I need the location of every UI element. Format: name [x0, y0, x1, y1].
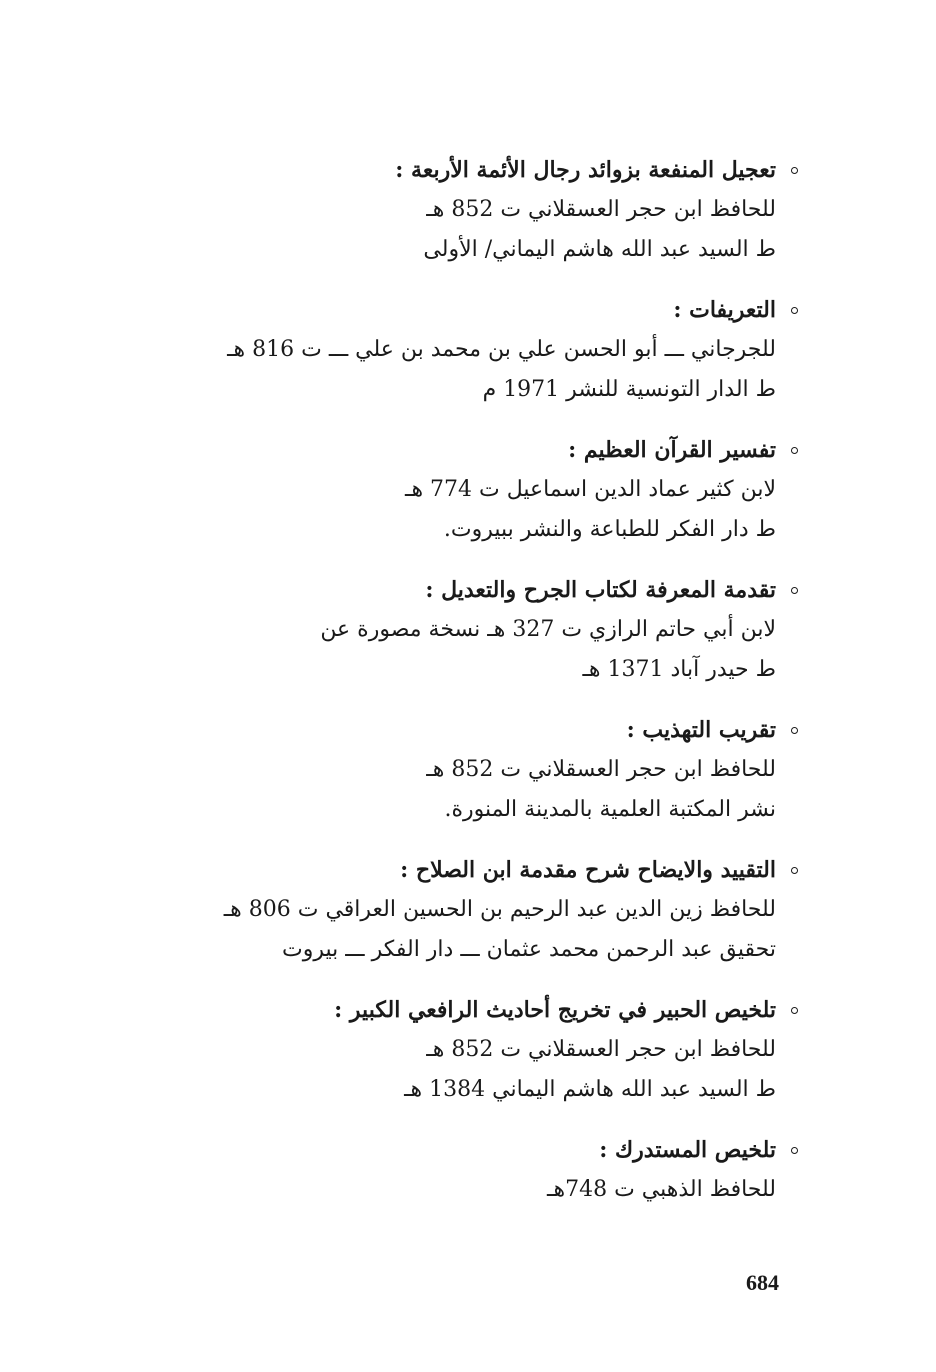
bibliography-list: [126, 150, 776, 1230]
bullet-icon: [791, 167, 798, 174]
entry-detail-line: ط دار الفكر للطباعة والنشر ببيروت.: [443, 517, 776, 542]
bibliography-entry: [126, 1130, 776, 1210]
entry-detail-line: للحافظ ابن حجر العسقلاني ت 852 هـ: [426, 197, 776, 222]
entry-title: تلخيص المستدرك :: [599, 1137, 776, 1163]
entry-detail-line: ط السيد عبد الله هاشم اليماني/ الأولى: [423, 237, 776, 262]
bibliography-entry: [126, 570, 776, 690]
entry-title: تقدمة المعرفة لكتاب الجرح والتعديل :: [425, 577, 776, 603]
entry-detail-line: ط السيد عبد الله هاشم اليماني 1384 هـ: [404, 1077, 776, 1102]
page-number: 684: [746, 1270, 779, 1295]
entry-title: تفسير القرآن العظيم :: [568, 437, 776, 463]
entry-detail-line: للحافظ ابن حجر العسقلاني ت 852 هـ: [426, 1037, 776, 1062]
entry-detail-line: للجرجاني ـــ أبو الحسن علي بن محمد بن علي ـــ ت 816 هـ: [227, 337, 776, 362]
entry-detail-line: ط حيدر آباد 1371 هـ: [582, 657, 776, 682]
entry-title: تلخيص الحبير في تخريج أحاديث الرافعي الكبير :: [334, 997, 776, 1023]
entry-title: التقييد والايضاح شرح مقدمة ابن الصلاح :: [400, 857, 776, 883]
entry-title: التعريفات :: [673, 297, 776, 323]
bibliography-entry: [126, 150, 776, 270]
entry-detail-line: للحافظ زين الدين عبد الرحيم بن الحسين العراقي ت 806 هـ: [223, 897, 776, 922]
bibliography-entry: [126, 990, 776, 1110]
entry-detail-line: للحافظ الذهبي ت 748هـ: [547, 1177, 776, 1202]
entry-detail-line: لابن أبي حاتم الرازي ت 327 هـ نسخة مصورة عن: [320, 617, 776, 642]
bibliography-entry: [126, 290, 776, 410]
bibliography-entry: [126, 850, 776, 970]
bibliography-entry: [126, 430, 776, 550]
entry-title: تعجيل المنفعة بزوائد رجال الأئمة الأربعة :: [395, 157, 776, 183]
bullet-icon: [791, 587, 798, 594]
entry-detail-line: للحافظ ابن حجر العسقلاني ت 852 هـ: [426, 757, 776, 782]
bullet-icon: [791, 1147, 798, 1154]
entry-detail-line: لابن كثير عماد الدين اسماعيل ت 774 هـ: [405, 477, 776, 502]
bibliography-entry: [126, 710, 776, 830]
bullet-icon: [791, 867, 798, 874]
entry-detail-line: تحقيق عبد الرحمن محمد عثمان ـــ دار الفكر ـــ بيروت: [282, 937, 776, 962]
bullet-icon: [791, 727, 798, 734]
entry-title: تقريب التهذيب :: [626, 717, 776, 743]
bullet-icon: [791, 1007, 798, 1014]
bullet-icon: [791, 447, 798, 454]
entry-detail-line: نشر المكتبة العلمية بالمدينة المنورة.: [444, 797, 776, 822]
entry-detail-line: ط الدار التونسية للنشر 1971 م: [482, 377, 776, 402]
bullet-icon: [791, 307, 798, 314]
